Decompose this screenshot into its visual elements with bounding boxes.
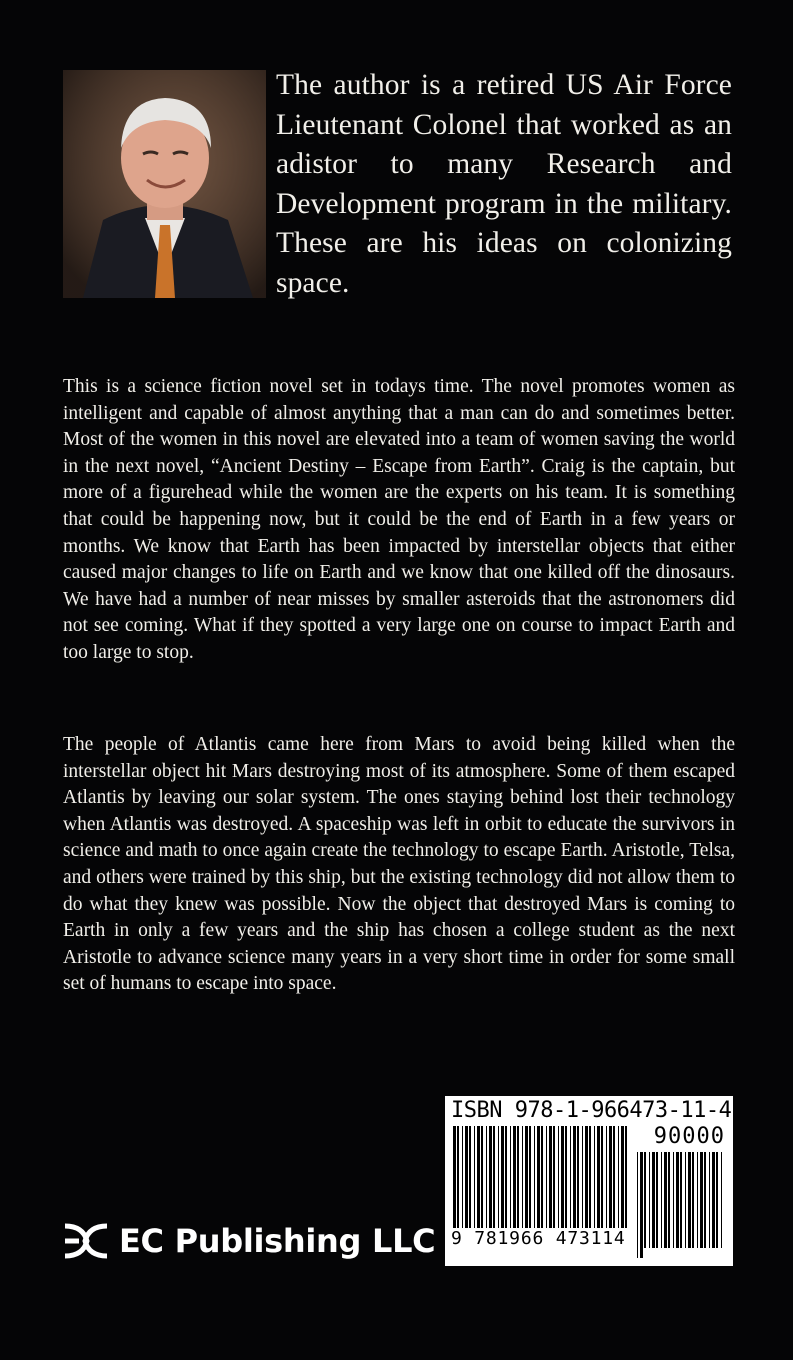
barcode-bar — [525, 1126, 528, 1228]
barcode-bar — [676, 1152, 679, 1248]
barcode-bar — [644, 1152, 646, 1248]
barcode-bar — [469, 1126, 471, 1228]
barcode-bar — [517, 1126, 519, 1228]
barcode-bar — [573, 1126, 576, 1228]
barcode-bar — [481, 1126, 483, 1228]
barcode-bar — [510, 1126, 511, 1228]
barcode-bar — [700, 1152, 703, 1248]
barcode-bar — [465, 1126, 468, 1228]
barcode-bar — [529, 1126, 531, 1228]
barcode-bar — [505, 1126, 507, 1228]
barcode-bar — [498, 1126, 499, 1228]
barcode-bar — [640, 1152, 643, 1258]
barcode-bar — [621, 1126, 624, 1228]
barcode-bar — [489, 1126, 492, 1228]
author-photo — [63, 70, 266, 298]
barcode-bar — [585, 1126, 588, 1228]
barcode-bar — [513, 1126, 516, 1228]
barcode-bar — [637, 1152, 638, 1258]
barcode-bar — [652, 1152, 655, 1248]
barcode-bar — [661, 1152, 662, 1248]
barcode-bar — [453, 1126, 456, 1238]
barcode-bar — [549, 1126, 552, 1228]
author-portrait-icon — [63, 70, 266, 298]
barcode-bar — [534, 1126, 535, 1228]
barcode-bar — [561, 1126, 564, 1228]
barcode-bar — [474, 1126, 475, 1228]
isbn-barcode — [445, 1096, 733, 1266]
barcode-bar — [589, 1126, 591, 1228]
barcode-bar — [462, 1126, 463, 1228]
barcode-bar — [594, 1126, 595, 1228]
barcode-bar — [606, 1126, 607, 1228]
barcode-bar — [601, 1126, 603, 1228]
barcode-bar — [501, 1126, 504, 1228]
barcode-bar — [625, 1126, 627, 1228]
author-bio: The author is a retired US Air Force Lieutenant Colonel that worked as an adistor to many Research and Development program in the military. These are his ideas on colonizing space. — [276, 69, 732, 299]
barcode-bar — [721, 1152, 722, 1248]
barcode-bar — [685, 1152, 686, 1248]
publisher-logo — [63, 1218, 435, 1264]
barcode-bar — [688, 1152, 691, 1248]
barcode-bar — [716, 1152, 718, 1248]
ean-digits: 9 781966 473114 — [449, 1228, 631, 1249]
barcode-bar — [668, 1152, 670, 1248]
isbn-label: ISBN 978-1-966473-11-4 — [451, 1098, 732, 1123]
barcode-bar — [709, 1152, 710, 1248]
barcode-bar — [673, 1152, 674, 1248]
barcode-bar — [577, 1126, 579, 1228]
publisher-name: EC Publishing LLC — [119, 1222, 436, 1260]
price-addon-bars — [635, 1152, 725, 1258]
barcode-bar — [522, 1126, 523, 1228]
barcode-bar — [570, 1126, 571, 1228]
ean-barcode-bars — [451, 1126, 631, 1238]
blurb-paragraph-2: The people of Atlantis came here from Mars to avoid being killed when the interstellar object hit Mars destroying most of its atmosphere. Some of them escaped Atlantis by leaving our solar system. The ones staying behind lost their technology when Atlantis was destroyed. A spaceship was left in orbit to educate the survivors in science and math to once again create the technology to escape Earth. Aristotle, Telsa, and others were trained by this ship, but the existing technology did not allow them to do what they knew was possible. Now the object that destroyed Mars is coming to Earth in only a few years and the ship has chosen a college student as the next Aristotle to advance science many years in a very short time in order for some small set of humans to escape into space. — [63, 734, 735, 995]
ec-publisher-logo-icon — [63, 1218, 109, 1264]
barcode-bar — [541, 1126, 543, 1228]
barcode-bar — [692, 1152, 694, 1248]
barcode-bar — [565, 1126, 567, 1228]
barcode-bar — [618, 1126, 619, 1228]
barcode-bar — [477, 1126, 480, 1228]
barcode-bar — [546, 1126, 547, 1228]
barcode-bar — [493, 1126, 495, 1228]
blurb-paragraph-1: This is a science fiction novel set in todays time. The novel promotes women as intelligent and capable of almost anything that a man can do and sometimes better. Most of the women in this novel are elevated into a team of women saving the world in the next novel, “Ancient Destiny – Escape from Earth”. Craig is the captain, but more of a figurehead while the women are the experts on his team. It is something that could be happening now, but it could be the end of Earth in a few years or months. We know that Earth has been impacted by interstellar objects that either caused major changes to life on Earth and we know that one killed off the dinosaurs. We have had a number of near misses by smaller asteroids that the astronomers did not see coming. What if they spotted a very large one on course to impact Earth and too large to stop. — [63, 376, 735, 663]
barcode-bar — [486, 1126, 487, 1228]
barcode-bar — [649, 1152, 650, 1248]
barcode-bar — [597, 1126, 600, 1228]
barcode-bar — [656, 1152, 658, 1248]
barcode-bar — [558, 1126, 559, 1228]
barcode-bar — [582, 1126, 583, 1228]
barcode-bar — [553, 1126, 555, 1228]
barcode-bar — [712, 1152, 715, 1248]
barcode-bar — [613, 1126, 615, 1228]
barcode-bar — [457, 1126, 459, 1238]
barcode-bar — [664, 1152, 667, 1248]
price-code: 90000 — [653, 1124, 725, 1149]
barcode-bar — [697, 1152, 698, 1248]
barcode-bar — [537, 1126, 540, 1228]
barcode-bar — [704, 1152, 706, 1248]
barcode-bar — [609, 1126, 612, 1228]
barcode-bar — [680, 1152, 682, 1248]
